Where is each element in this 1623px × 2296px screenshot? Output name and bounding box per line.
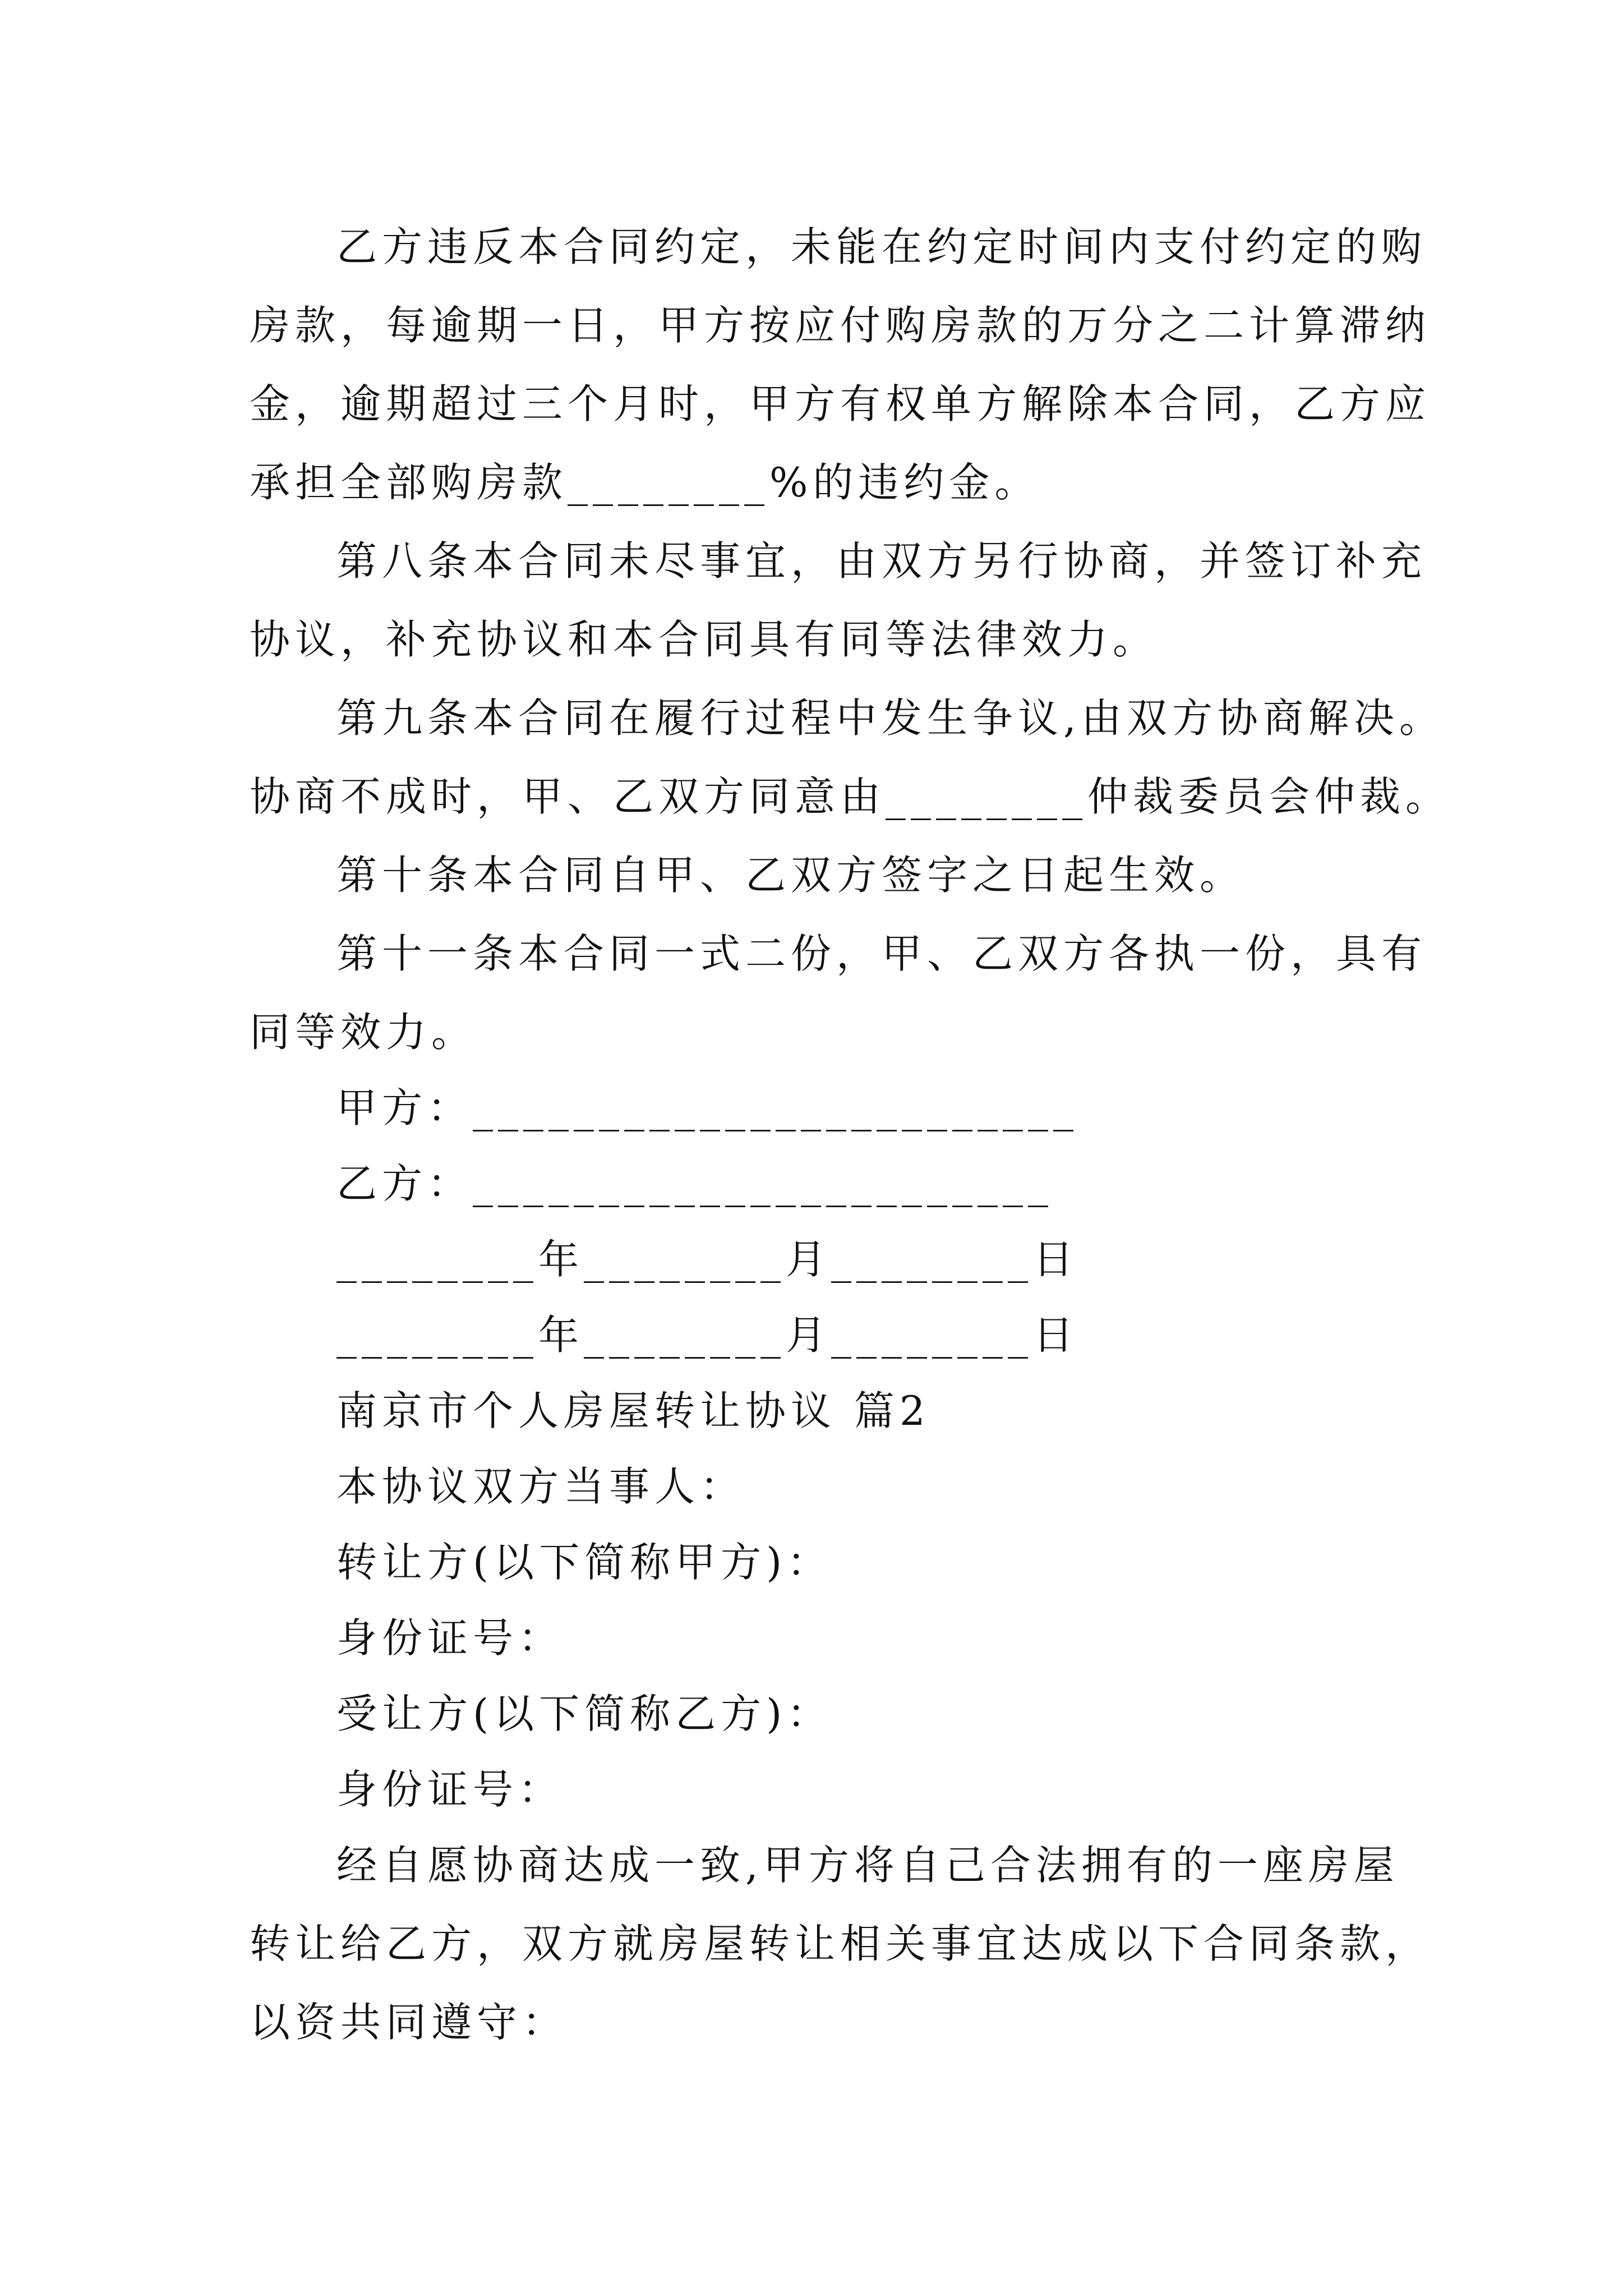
parties-heading: 本协议双方当事人： xyxy=(336,1463,746,1510)
agreement-intro-line: 转让给乙方，双方就房屋转让相关事宜达成以下合同条款， xyxy=(250,1920,1431,1967)
paragraph-line: 金，逾期超过三个月时，甲方有权单方解除本合同，乙方应 xyxy=(250,380,1431,427)
agreement-intro-line: 经自愿协商达成一致,甲方将自己合法拥有的一座房屋 xyxy=(336,1842,1399,1889)
party-a-signature-line: 甲方：________________________ xyxy=(336,1084,1079,1131)
transferee-label: 受让方(以下简称乙方)： xyxy=(336,1690,833,1737)
date-line: ________年________月________日 xyxy=(336,1236,1078,1283)
id-number-label: 身份证号： xyxy=(336,1614,564,1662)
article-8-line: 第八条本合同未尽事宜，由双方另行协商，并签订补充 xyxy=(336,537,1427,585)
paragraph-line: 乙方违反本合同约定，未能在约定时间内支付约定的购 xyxy=(336,223,1427,270)
agreement-intro-line: 以资共同遵守： xyxy=(250,1999,568,2046)
transferor-label: 转让方(以下简称甲方)： xyxy=(336,1539,833,1586)
article-10-line: 第十条本合同自甲、乙双方签字之日起生效。 xyxy=(336,852,1246,899)
party-b-signature-line: 乙方：_______________________ xyxy=(336,1160,1054,1207)
section-title: 南京市个人房屋转让协议 篇2 xyxy=(336,1387,930,1434)
article-11-line: 同等效力。 xyxy=(250,1009,477,1056)
paragraph-line: 承担全部购房款________%的违约金。 xyxy=(250,459,1040,506)
date-line: ________年________月________日 xyxy=(336,1312,1078,1359)
article-11-line: 第十一条本合同一式二份，甲、乙双方各执一份，具有 xyxy=(336,930,1427,977)
article-9-line: 第九条本合同在履行过程中发生争议,由双方协商解决。 xyxy=(336,694,1445,742)
article-8-line: 协议，补充协议和本合同具有同等法律效力。 xyxy=(250,616,1159,663)
article-9-line: 协商不成时，甲、乙双方同意由________仲裁委员会仲裁。 xyxy=(250,773,1451,820)
id-number-label: 身份证号： xyxy=(336,1766,564,1813)
paragraph-line: 房款，每逾期一日，甲方按应付购房款的万分之二计算滞纳 xyxy=(250,302,1431,349)
